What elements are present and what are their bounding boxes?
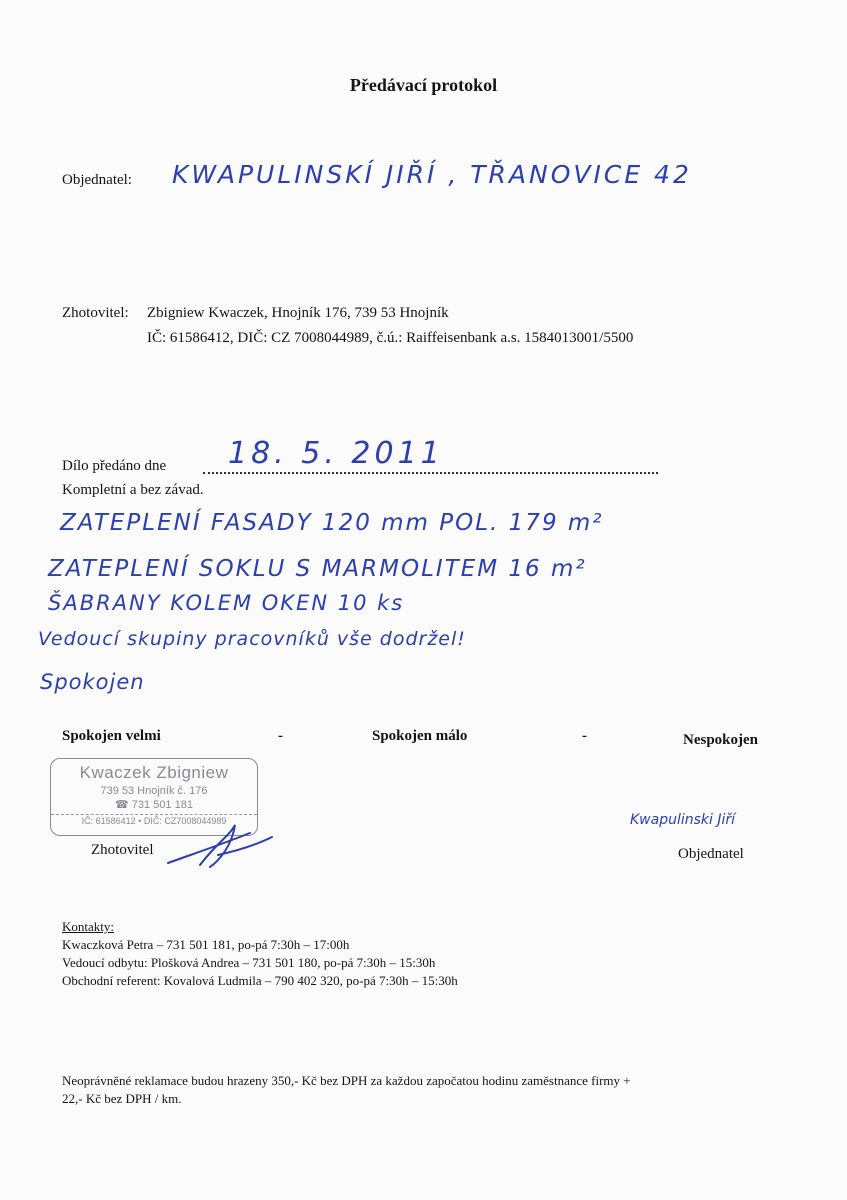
customer-signature: Kwapulinski Jiří [630, 812, 736, 828]
handover-date: 18. 5. 2011 [228, 436, 444, 471]
customer-handwritten: KWAPULINSKÍ JIŘÍ , TŘANOVICE 42 [172, 160, 692, 189]
stamp-phone: ☎ 731 501 181 [115, 799, 193, 811]
contact-line-3: Obchodní referent: Kovalová Ludmila – 790 402 320, po-pá 7:30h – 15:30h [62, 973, 458, 988]
footer-line-2: 22,- Kč bez DPH / km. [62, 1091, 182, 1106]
satisfaction-dash-2: - [582, 728, 587, 744]
contractor-label: Zhotovitel: [62, 305, 129, 321]
handover-label: Dílo předáno dne [62, 458, 167, 474]
stamp-address: 739 53 Hnojník č. 176 [100, 785, 208, 797]
handover-complete: Kompletní a bez závad. [62, 482, 204, 498]
satisfaction-dash-1: - [278, 728, 283, 744]
contractor-ids: IČ: 61586412, DIČ: CZ 7008044989, č.ú.: Raiffeisenbank a.s. 1584013001/5500 [147, 330, 634, 346]
note-line-4: Vedoucí skupiny pracovníků vše dodržel! [38, 628, 466, 650]
contact-line-1: Kwaczková Petra – 731 501 181, po-pá 7:30h – 17:00h [62, 937, 350, 952]
note-line-1: ZATEPLENÍ FASADY 120 mm POL. 179 m² [60, 510, 604, 536]
note-line-3: ŠABRANY KOLEM OKEN 10 ks [48, 591, 405, 615]
note-line-2: ZATEPLENÍ SOKLU S MARMOLITEM 16 m² [48, 556, 587, 582]
customer-label: Objednatel: [62, 172, 132, 188]
contractor-address: Zbigniew Kwaczek, Hnojník 176, 739 53 Hnojník [147, 305, 449, 321]
footer-line-1: Neoprávněné reklamace budou hrazeny 350,- Kč bez DPH za každou započatou hodinu zaměstnance firmy + [62, 1073, 631, 1088]
satisfaction-very: Spokojen velmi [62, 728, 161, 744]
contact-line-2: Vedoucí odbytu: Plošková Andrea – 731 501 180, po-pá 7:30h – 15:30h [62, 955, 436, 970]
contacts-heading: Kontakty: [62, 919, 114, 934]
satisfaction-little: Spokojen málo [372, 728, 468, 744]
satisfaction-not: Nespokojen [683, 732, 759, 748]
document-title: Předávací protokol [349, 75, 498, 95]
note-line-5: Spokojen [40, 670, 145, 694]
stamp-ids: IČ: 61586412 • DIČ: CZ7008044989 [51, 814, 257, 826]
customer-signature-label: Objednatel [678, 846, 744, 862]
contractor-signature [160, 815, 280, 875]
contractor-signature-label: Zhotovitel [91, 842, 154, 858]
stamp-name: Kwaczek Zbigniew [79, 763, 229, 782]
